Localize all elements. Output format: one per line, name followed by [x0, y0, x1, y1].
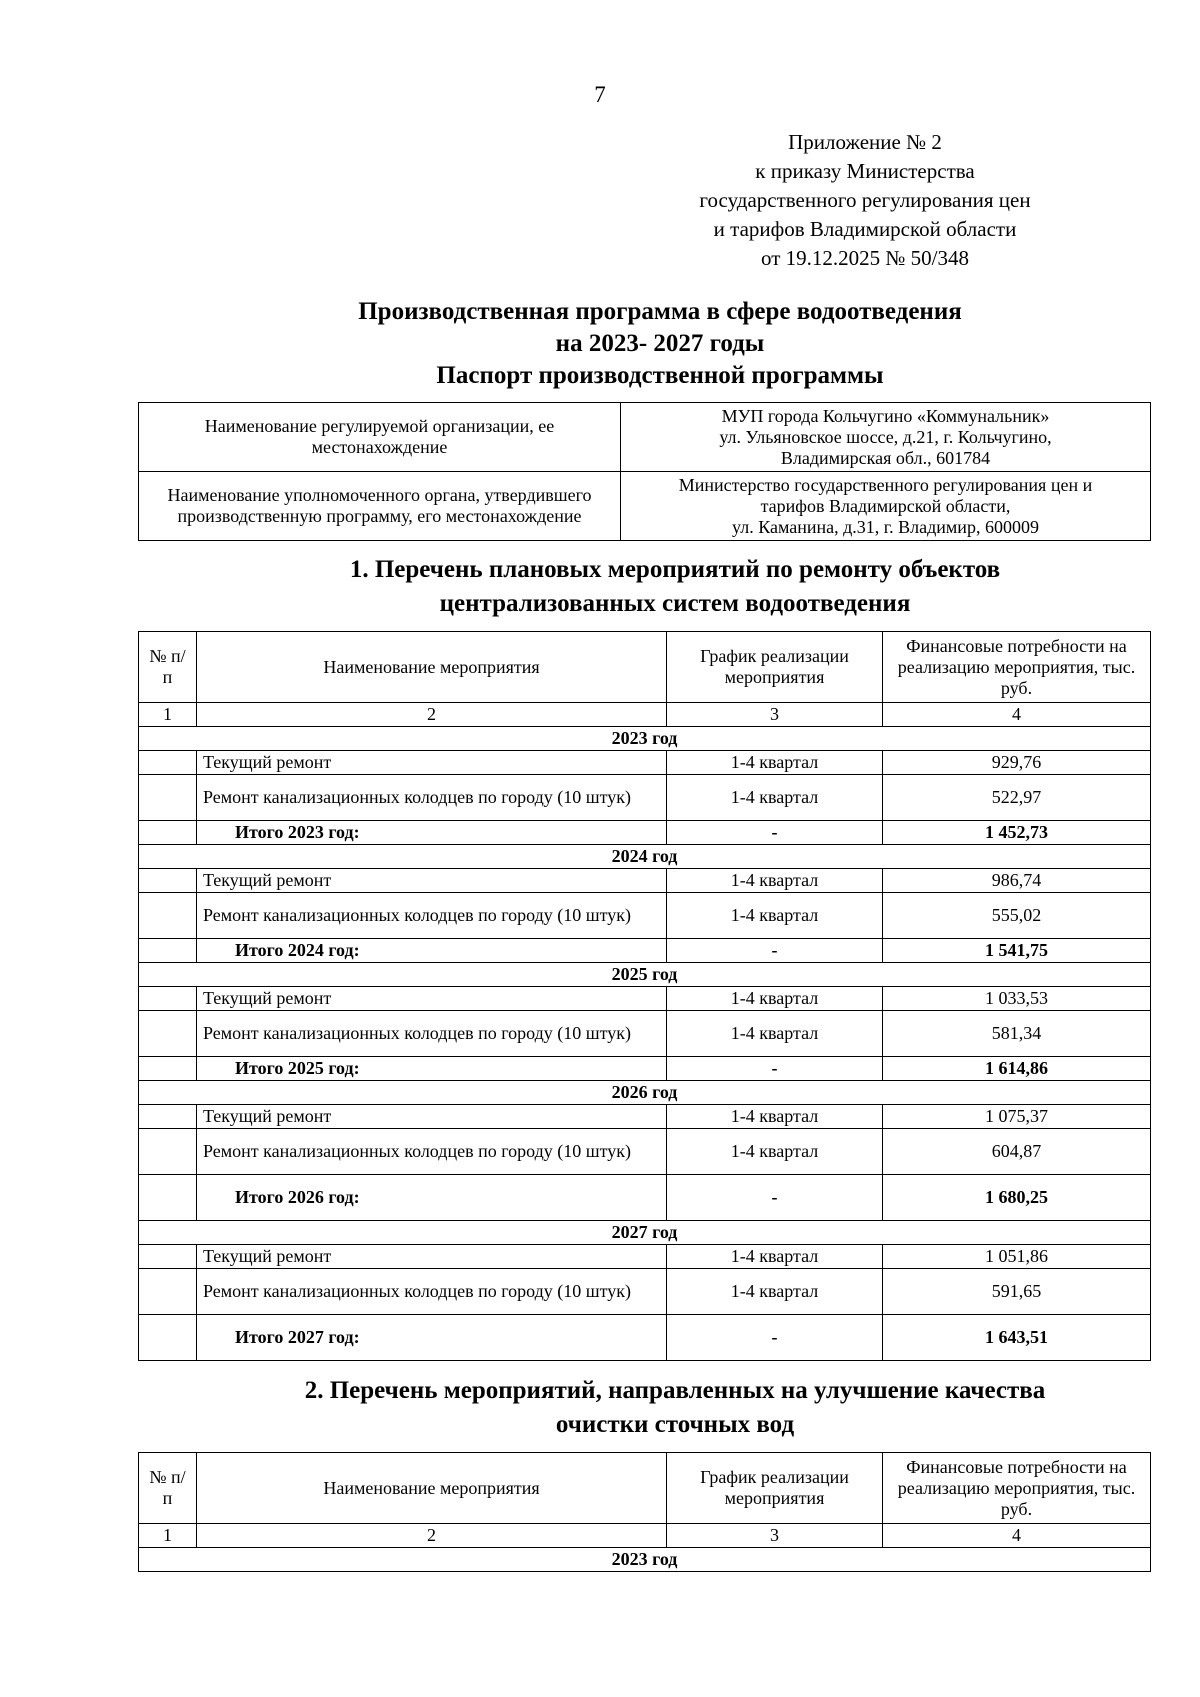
total-amount: 1 643,51 [883, 1315, 1151, 1361]
section-title-line: централизованных систем водоотведения [439, 590, 911, 617]
page-number: 7 [594, 82, 606, 107]
passport-value-line: ул. Ульяновское шоссе, д.21, г. Кольчугино, [719, 426, 1052, 447]
total-amount: 1 680,25 [883, 1175, 1151, 1221]
year-row [139, 1548, 1151, 1572]
passport-label: Наименование уполномоченного органа, утвердившего производственную программу, его местонахождение [139, 472, 621, 541]
activity-name: Текущий ремонт [197, 987, 667, 1011]
year-label: 2023 год [139, 727, 1151, 751]
column-number: 1 [139, 1524, 197, 1548]
year-label: 2027 год [139, 1221, 1151, 1245]
total-label: Итого 2026 год: [197, 1175, 667, 1221]
year-row [139, 1081, 1151, 1105]
row-number [139, 987, 197, 1011]
table-row [139, 1269, 1151, 1315]
passport-value-line: Владимирская обл., 601784 [780, 447, 991, 468]
total-label: Итого 2027 год: [197, 1315, 667, 1361]
table-row [139, 893, 1151, 939]
table-row [139, 1129, 1151, 1175]
section-title-line: очистки сточных вод [555, 1411, 795, 1438]
activity-amount: 929,76 [883, 751, 1151, 775]
header-cell: Наименование мероприятия [197, 1453, 667, 1524]
row-number [139, 751, 197, 775]
header-cell: № п/п [139, 632, 197, 703]
activity-schedule: 1-4 квартал [667, 987, 883, 1011]
row-number [139, 1245, 197, 1269]
year-row [139, 1221, 1151, 1245]
table-header-row [139, 1453, 1151, 1524]
total-row [139, 939, 1151, 963]
appendix-line: Приложение № 2 [788, 130, 942, 154]
row-number [139, 1105, 197, 1129]
title-line: Производственная программа в сфере водоотведения [358, 298, 962, 325]
activity-name: Текущий ремонт [197, 1105, 667, 1129]
table-row [139, 775, 1151, 821]
passport-label: Наименование регулируемой организации, ее местонахождение [139, 403, 621, 472]
activity-name: Текущий ремонт [197, 1245, 667, 1269]
header-cell: № п/п [139, 1453, 197, 1524]
passport-value-line: ул. Каманина, д.31, г. Владимир, 600009 [732, 516, 1039, 537]
year-label: 2025 год [139, 963, 1151, 987]
passport-value-line: тарифов Владимирской области, [760, 495, 1011, 516]
appendix-line: государственного регулирования цен [699, 188, 1031, 212]
passport-row [139, 472, 1151, 541]
year-row [139, 845, 1151, 869]
table-row [139, 1245, 1151, 1269]
total-schedule: - [667, 939, 883, 963]
row-number [139, 775, 197, 821]
row-number [139, 1175, 197, 1221]
section-title-line: 2. Перечень мероприятий, направленных на улучшение качества [304, 1377, 1046, 1404]
activity-schedule: 1-4 квартал [667, 1129, 883, 1175]
total-schedule: - [667, 1057, 883, 1081]
year-row [139, 727, 1151, 751]
repair-plan-body [139, 632, 1151, 1361]
total-schedule: - [667, 821, 883, 845]
column-number: 1 [139, 703, 197, 727]
year-label: 2023 год [139, 1548, 1151, 1572]
header-cell: Финансовые потребности на реализацию мероприятия, тыс. руб. [883, 632, 1151, 703]
activity-schedule: 1-4 квартал [667, 1011, 883, 1057]
total-schedule: - [667, 1175, 883, 1221]
total-label: Итого 2025 год: [197, 1057, 667, 1081]
activity-name: Ремонт канализационных колодцев по городу (10 штук) [197, 1011, 667, 1057]
appendix-note [650, 128, 1080, 273]
activity-name: Ремонт канализационных колодцев по городу (10 штук) [197, 893, 667, 939]
activity-schedule: 1-4 квартал [667, 1105, 883, 1129]
activity-amount: 1 033,53 [883, 987, 1151, 1011]
header-cell: График реализации мероприятия [667, 632, 883, 703]
section-2-title [0, 1374, 1200, 1442]
appendix-line: к приказу Министерства [755, 159, 975, 183]
activity-name: Текущий ремонт [197, 751, 667, 775]
passport-value-line: МУП города Кольчугино «Коммунальник» [721, 405, 1050, 426]
appendix-line: от 19.12.2025 № 50/348 [760, 246, 970, 270]
total-label: Итого 2024 год: [197, 939, 667, 963]
row-number [139, 1315, 197, 1361]
activity-amount: 604,87 [883, 1129, 1151, 1175]
total-row [139, 1315, 1151, 1361]
column-number: 4 [883, 1524, 1151, 1548]
title-line: на 2023- 2027 годы [555, 330, 765, 357]
total-amount: 1 614,86 [883, 1057, 1151, 1081]
row-number [139, 869, 197, 893]
activity-schedule: 1-4 квартал [667, 869, 883, 893]
activity-amount: 1 075,37 [883, 1105, 1151, 1129]
column-number: 2 [197, 703, 667, 727]
row-number [139, 1011, 197, 1057]
activity-schedule: 1-4 квартал [667, 893, 883, 939]
activity-schedule: 1-4 квартал [667, 1245, 883, 1269]
row-number [139, 1269, 197, 1315]
column-number: 4 [883, 703, 1151, 727]
activity-name: Ремонт канализационных колодцев по городу (10 штук) [197, 1129, 667, 1175]
row-number [139, 1129, 197, 1175]
activity-amount: 986,74 [883, 869, 1151, 893]
activity-amount: 555,02 [883, 893, 1151, 939]
row-number [139, 821, 197, 845]
column-number: 3 [667, 1524, 883, 1548]
activity-schedule: 1-4 квартал [667, 775, 883, 821]
total-row [139, 821, 1151, 845]
passport-value [621, 472, 1151, 541]
activity-amount: 522,97 [883, 775, 1151, 821]
header-cell: График реализации мероприятия [667, 1453, 883, 1524]
row-number [139, 893, 197, 939]
column-number: 2 [197, 1524, 667, 1548]
column-number-row [139, 703, 1151, 727]
table-row [139, 869, 1151, 893]
table-row [139, 1105, 1151, 1129]
passport-value-line: Министерство государственного регулирования цен и [678, 474, 1093, 495]
activity-name: Ремонт канализационных колодцев по городу (10 штук) [197, 1269, 667, 1315]
row-number [139, 1057, 197, 1081]
activity-amount: 581,34 [883, 1011, 1151, 1057]
activity-amount: 591,65 [883, 1269, 1151, 1315]
treatment-measures-table [138, 1452, 1151, 1572]
table-header-row [139, 632, 1151, 703]
passport-table [138, 402, 1151, 541]
passport-value [621, 403, 1151, 472]
activity-schedule: 1-4 квартал [667, 751, 883, 775]
header-cell: Финансовые потребности на реализацию мероприятия, тыс. руб. [883, 1453, 1151, 1524]
repair-plan-table [138, 631, 1151, 1361]
table-row [139, 987, 1151, 1011]
table-row [139, 751, 1151, 775]
activity-name: Текущий ремонт [197, 869, 667, 893]
row-number [139, 939, 197, 963]
total-row [139, 1175, 1151, 1221]
year-row [139, 963, 1151, 987]
column-number: 3 [667, 703, 883, 727]
section-title-line: 1. Перечень плановых мероприятий по ремонту объектов [349, 556, 1001, 583]
total-amount: 1 541,75 [883, 939, 1151, 963]
year-label: 2024 год [139, 845, 1151, 869]
year-label: 2026 год [139, 1081, 1151, 1105]
passport-row [139, 403, 1151, 472]
total-label: Итого 2023 год: [197, 821, 667, 845]
activity-schedule: 1-4 квартал [667, 1269, 883, 1315]
total-amount: 1 452,73 [883, 821, 1151, 845]
total-row [139, 1057, 1151, 1081]
column-number-row [139, 1524, 1151, 1548]
section-1-title [0, 553, 1200, 621]
title-line: Паспорт производственной программы [436, 362, 884, 389]
activity-name: Ремонт канализационных колодцев по городу (10 штук) [197, 775, 667, 821]
activity-amount: 1 051,86 [883, 1245, 1151, 1269]
appendix-line: и тарифов Владимирской области [713, 217, 1017, 241]
total-schedule: - [667, 1315, 883, 1361]
header-cell: Наименование мероприятия [197, 632, 667, 703]
table-row [139, 1011, 1151, 1057]
document-title [0, 296, 1200, 392]
